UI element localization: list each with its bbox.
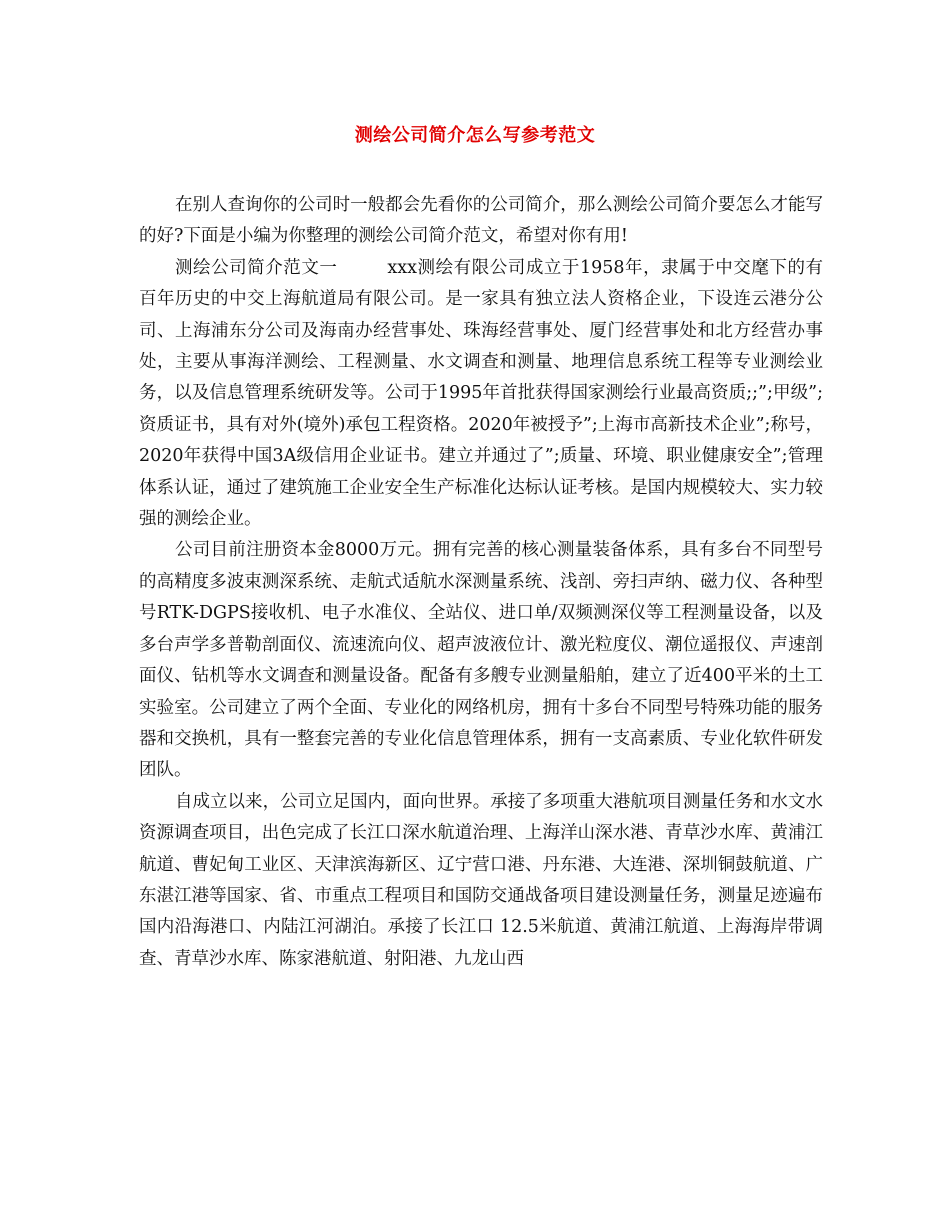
document-title: 测绘公司简介怎么写参考范文 <box>354 125 596 146</box>
paragraph-lead: 测绘公司简介范文一 <box>175 257 338 278</box>
paragraph-projects <box>139 787 823 975</box>
paragraph-text: 公司目前注册资本金8000万元。拥有完善的核心测量装备体系，具有多台不同型号的高精度多波束测深系统、走航式适航水深测量系统、浅剖、旁扫声纳、磁力仪、各种型号RTK-DGPS接收机、电子水准仪、全站仪、进口单/双频测深仪等工程测量设备，以及多台声学多普勒剖面仪、流速流向仪、超声波液位计、激光粒度仪、潮位遥报仪、声速剖面仪、钻机等水文调查和测量设备。配备有多艘专业测量船舶，建立了近400平米的土工实验室。公司建立了两个全面、专业化的网络机房，拥有十多台不同型号特殊功能的服务器和交换机，具有一整套完善的专业化信息管理体系，拥有一支高素质、专业化软件研发团队。 <box>139 540 823 781</box>
paragraph-text: 自成立以来，公司立足国内，面向世界。承接了多项重大港航项目测量任务和水文水资源调查项目，出色完成了长江口深水航道治理、上海洋山深水港、青草沙水库、黄浦江航道、曹妃甸工业区、天津滨海新区、辽宁营口港、丹东港、大连港、深圳铜鼓航道、广东湛江港等国家、省、市重点工程项目和国防交通战备项目建设测量任务，测量足迹遍布国内沿海港口、内陆江河湖泊。承接了长江口 12.5米航道、黄浦江航道、上海海岸带调查、青草沙水库、陈家港航道、射阳港、九龙山西 <box>139 791 823 969</box>
paragraph-equipment <box>139 535 823 786</box>
paragraph-intro <box>139 190 823 253</box>
paragraph-text: 在别人查询你的公司时一般都会先看你的公司简介，那么测绘公司简介要怎么才能写的好?下面是小编为你整理的测绘公司简介范文，希望对你有用! <box>139 195 823 247</box>
paragraph-text: xxx测绘有限公司成立于1958年，隶属于中交麾下的有百年历史的中交上海航道局有限公司。是一家具有独立法人资格企业，下设连云港分公司、上海浦东分公司及海南办经营事处、珠海经营事处、厦门经营事处和北方经营办事处，主要从事海洋测绘、工程测量、水文调查和测量、地理信息系统工程等专业测绘业务，以及信息管理系统研发等。公司于1995年首批获得国家测绘行业最高资质;;”;甲级”;资质证书，具有对外(境外)承包工程资格。2020年被授予”;上海市高新技术企业”;称号，2020年获得中国3A级信用企业证书。建立并通过了”;质量、环境、职业健康安全”;管理体系认证，通过了建筑施工企业安全生产标准化达标认证考核。是国内规模较大、实力较强的测绘企业。 <box>139 257 823 530</box>
document-body <box>139 190 823 975</box>
paragraph-company-profile <box>139 253 823 536</box>
